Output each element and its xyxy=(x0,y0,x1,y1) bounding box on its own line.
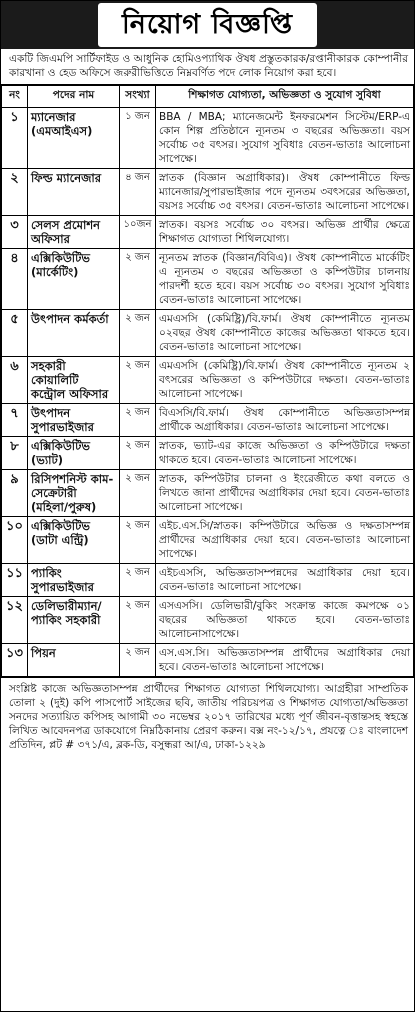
row-number: ৬ xyxy=(2,357,28,404)
table-row xyxy=(2,517,414,564)
row-number: ১৩ xyxy=(2,644,28,677)
row-number: ৪ xyxy=(2,249,28,310)
title-banner xyxy=(1,1,414,49)
table-row xyxy=(2,310,414,357)
table-row xyxy=(2,470,414,517)
row-count: ২ জন xyxy=(120,517,156,564)
header-no: নং xyxy=(2,86,28,108)
row-description: এমএসসি (কেমিষ্ট্রি)/বি.ফার্ম। ঔষধ কোম্পানীতে ন্যূনতম ২ বৎসরের অভিজ্ঞতা ও কম্পিউটারে দক্ষতা। বেতন-ভাতাঃ আলোচনা সাপেক্ষে। xyxy=(156,357,414,404)
row-post-name: ডেলিভারীম্যান/প্যাকিং সহকারী xyxy=(28,597,120,644)
row-count: ২ জন xyxy=(120,564,156,597)
table-row xyxy=(2,108,414,169)
table-header-row xyxy=(2,86,414,108)
row-count: ৪ জন xyxy=(120,169,156,216)
row-number: ১১ xyxy=(2,564,28,597)
row-description: এসএসসি। ডেলিভারী/বুকিং সংক্রান্ত কাজে কমপক্ষে ০১ বছরের অভিজ্ঞতা থাকতে হবে। বেতন-ভাতাঃ আলোচনাসাপেক্ষে। xyxy=(156,597,414,644)
row-description: BBA / MBA; ম্যানেজমেন্ট ইনফরমেশন সিস্টেম/ERP-এ কোন শিল্প প্রতিষ্ঠানে ন্যূনতম ৩ বছরের অভিজ্ঞতা। বয়স সর্বোচ্চ ৩৫ বৎসর। সুযোগ সুবিধাঃ বেতন-ভাতাঃ আলোচনা সাপেক্ষে। xyxy=(156,108,414,169)
row-count: ১ জন xyxy=(120,108,156,169)
row-description: এইচ.এস.সি/স্নাতক। কম্পিউটারে অভিজ্ঞ ও দক্ষতাসম্পন্ন প্রার্থীদের অগ্রাধিকার দেয়া হবে। বেতন-ভাতাঃ আলোচনা সাপেক্ষে। xyxy=(156,517,414,564)
row-post-name: প্যাকিং সুপারভাইজার xyxy=(28,564,120,597)
row-description: স্নাতক, ভ্যাট-এর কাজে অভিজ্ঞতা ও কম্পিউটারে দক্ষতা থাকতে হবে। বেতন-ভাতাঃ আলোচনা সাপেক্ষে। xyxy=(156,437,414,470)
row-post-name: ম্যানেজার (এমআইএস) xyxy=(28,108,120,169)
table-row xyxy=(2,644,414,677)
table-row xyxy=(2,169,414,216)
row-post-name: এক্সিকিউটিভ (ডাটা এন্ট্রি) xyxy=(28,517,120,564)
row-count: ২ জন xyxy=(120,404,156,437)
row-post-name: রিসিপশনিস্ট কাম-সেক্রেটারী (মহিলা/পুরুষ) xyxy=(28,470,120,517)
footer-text: সংশ্লিষ্ট কাজে অভিজ্ঞতাসম্পন্ন প্রার্থীদের শিক্ষাগত যোগ্যতা শিথিলযোগ্য। আগ্রহীরা সাম্প্রতিক তোলা ২ (দুই) কপি পাসপোর্ট সাইজের ছবি, জাতীয় পরিচয়পত্র ও শিক্ষাগত যোগ্যতা/অভিজ্ঞতা সনদের সত্যায়িত কপিসহ আগামী ৩০ নভেম্বর ২০১৭ তারিখের মধ্যে পূর্ণ জীবন-বৃত্তান্তসহ স্বহস্তে লিখিত আবেদনপত্র ডাকযোগে নিম্নঠিকানায় প্রেরণ করুন। বক্স নং-১২/১৭, প্রযত্নে ঃ বাংলাদেশ প্রতিদিন, প্লট # ৩৭১/এ, ব্লক-ডি, বসুন্ধরা আ/এ, ঢাকা-১২২৯ xyxy=(1,677,414,752)
row-description: স্নাতক (বিজ্ঞান অগ্রাধিকার)। ঔষধ কোম্পানীতে ফিল্ড ম্যানেজার/সুপারভাইজার পদে ন্যূনতম ৩বৎসরের অভিজ্ঞতা, বয়সঃ সর্বোচ্চ ৩৫ বৎসর। বেতন-ভাতাঃ আলোচনা সাপেক্ষে। xyxy=(156,169,414,216)
row-number: ৭ xyxy=(2,404,28,437)
row-count: ২ জন xyxy=(120,357,156,404)
row-number: ৮ xyxy=(2,437,28,470)
header-description: শিক্ষাগত যোগ্যতা, অভিজ্ঞতা ও সুযোগ সুবিধা xyxy=(156,86,414,108)
row-post-name: এক্সিকিউটিভ (ভ্যাট) xyxy=(28,437,120,470)
row-number: ৩ xyxy=(2,216,28,249)
row-description: স্নাতক। বয়সঃ সর্বোচ্চ ৩০ বৎসর। অভিজ্ঞ প্রার্থীর ক্ষেত্রে শিক্ষাগত যোগ্যতা শিথিলযোগ্য। xyxy=(156,216,414,249)
row-post-name: পিয়ন xyxy=(28,644,120,677)
table-row xyxy=(2,597,414,644)
row-number: ১০ xyxy=(2,517,28,564)
row-post-name: সহকারী কোয়ালিটি কন্ট্রোল অফিসার xyxy=(28,357,120,404)
row-post-name: উৎপাদন সুপারভাইজার xyxy=(28,404,120,437)
row-number: ১ xyxy=(2,108,28,169)
table-row xyxy=(2,357,414,404)
row-count: ২ জন xyxy=(120,437,156,470)
table-body xyxy=(2,108,414,677)
row-description: এমএসসি (কেমিষ্ট্রি)/বি.ফার্ম। ঔষধ কোম্পানীতে ন্যূনতম ০২বছর ঔষধ কোম্পানীতে কাজের অভিজ্ঞতা থাকতে হবে। বেতন-ভাতাঃ আলোচনা সাপেক্ষে। xyxy=(156,310,414,357)
row-number: ২ xyxy=(2,169,28,216)
row-number: ১২ xyxy=(2,597,28,644)
row-description: ন্যূনতম স্নাতক (বিজ্ঞান/বিবিএ)। ঔষধ কোম্পানীতে মার্কেটিং এ ন্যূনতম ৩ বছরের অভিজ্ঞতা ও কম্পিউটার চালনায় পারদর্শী হতে হবে। বয়স সর্বোচ্চ ৩০ বৎসর। সুযোগ সুবিধাঃ বেতন-ভাতাঃ আলোচনা সাপেক্ষে। xyxy=(156,249,414,310)
row-description: এইচএসসি, অভিজ্ঞতাসম্পন্নদের অগ্রাধিকার দেয়া হবে। বেতন-ভাতাঃ আলোচনা সাপেক্ষে। xyxy=(156,564,414,597)
row-count: ১০জন xyxy=(120,216,156,249)
row-count: ২ জন xyxy=(120,644,156,677)
row-post-name: সেলস প্রমোশন অফিসার xyxy=(28,216,120,249)
table-row xyxy=(2,564,414,597)
intro-text: একটি জিএমপি সার্টিফাইড ও আধুনিক হোমিওপ্যাথিক ঔষধ প্রস্তুতকারক/রপ্তানীকারক কোম্পানীর কারখানা ও হেড অফিসে জরুরীভিত্তিতে নিম্নবর্ণিত পদে লোক নিয়োগ করা হবে। xyxy=(1,49,414,85)
row-number: ৫ xyxy=(2,310,28,357)
row-description: স্নাতক, কম্পিউটার চালনা ও ইংরেজীতে কথা বলতে ও লিখতে জানা প্রার্থীদের অগ্রাধিকার দেয়া হবে। বেতন-ভাতাঃ আলোচনা সাপেক্ষে। xyxy=(156,470,414,517)
table-row xyxy=(2,216,414,249)
positions-table xyxy=(1,85,414,677)
row-description: বিএসসি/বি.ফার্ম। ঔষধ কোম্পানীতে অভিজ্ঞতাসম্পন্ন প্রার্থীকে অগ্রাধিকার। বেতন-ভাতাঃ আলোচনা সাপেক্ষে। xyxy=(156,404,414,437)
row-count: ২ জন xyxy=(120,310,156,357)
row-post-name: ফিল্ড ম্যানেজার xyxy=(28,169,120,216)
row-count: ২ জন xyxy=(120,249,156,310)
header-count: সংখ্যা xyxy=(120,86,156,108)
table-row xyxy=(2,437,414,470)
page-title: নিয়োগ বিজ্ঞপ্তি xyxy=(98,3,317,47)
row-post-name: এক্সিকিউটিভ (মার্কেটিং) xyxy=(28,249,120,310)
row-post-name: উৎপাদন কর্মকর্তা xyxy=(28,310,120,357)
row-description: এস.এস.সি। অভিজ্ঞতাসম্পন্ন প্রার্থীদের অগ্রাধিকার দেয়া হবে। বেতন-ভাতাঃ আলোচনা সাপেক্ষে। xyxy=(156,644,414,677)
row-number: ৯ xyxy=(2,470,28,517)
row-count: ২ জন xyxy=(120,597,156,644)
row-count: ২ জন xyxy=(120,470,156,517)
table-row xyxy=(2,404,414,437)
table-row xyxy=(2,249,414,310)
header-post: পদের নাম xyxy=(28,86,120,108)
